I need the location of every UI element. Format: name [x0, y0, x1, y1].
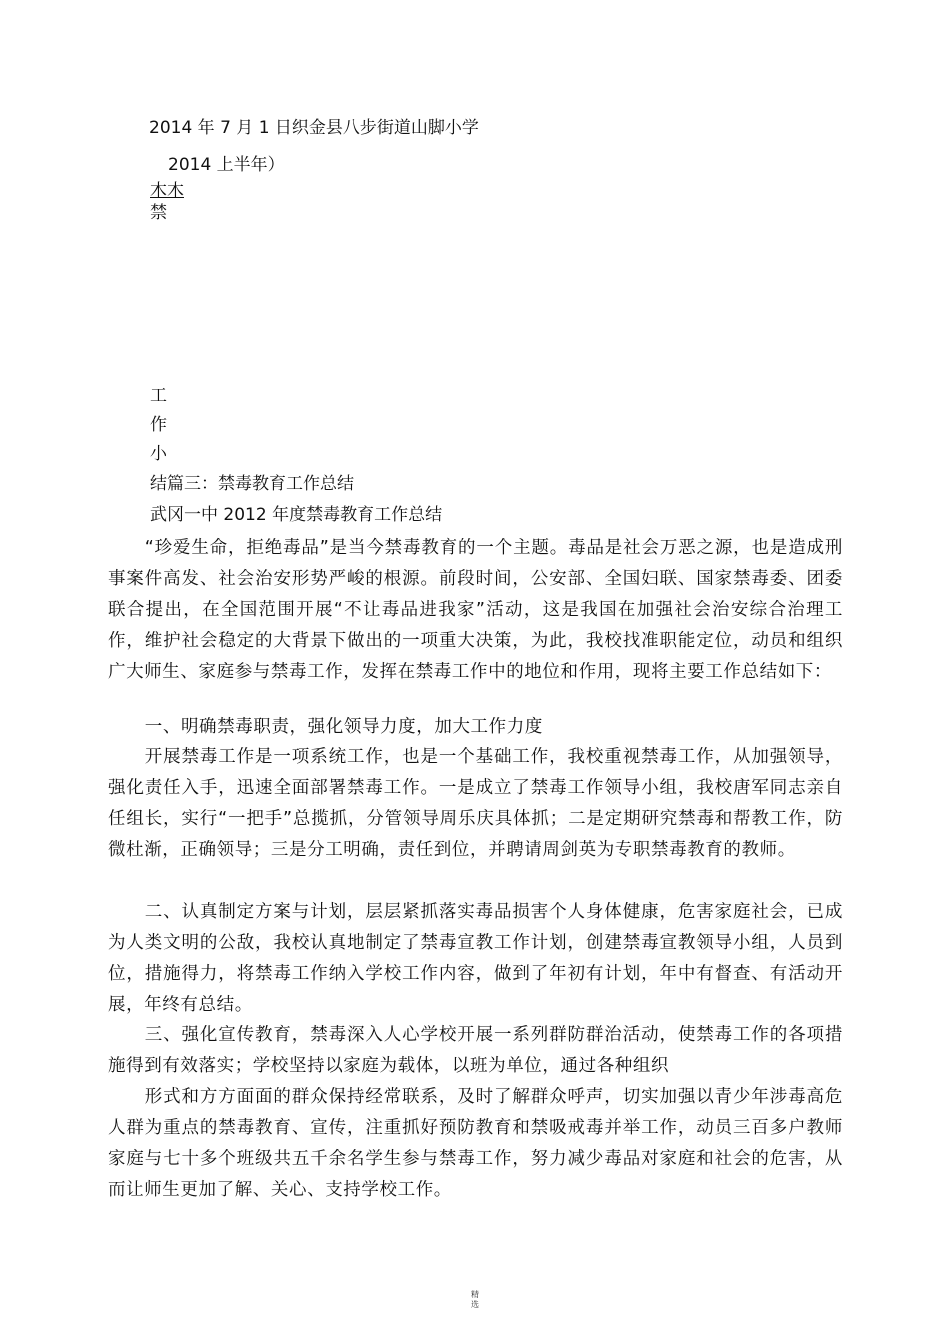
heading-1: 一、明确禁毒职责，强化领导力度，加大工作力度 [144, 717, 543, 737]
date-line: 2014 年 7 月 1 日织金县八步街道山脚小学 [149, 118, 479, 138]
vertical-char-1: 工 [150, 386, 167, 406]
body-paragraph-1: 开展禁毒工作是一项系统工作，也是一个基础工作，我校重视禁毒工作，从加强领导，强化责任入手，迅速全面部署禁毒工作。一是成立了禁毒工作领导小组，我校唐军同志亲自任组长，实行“一把手”总揽抓，分管领导周乐庆具体抓；二是定期研究禁毒和帮教工作，防微杜渐，正确领导；三是分工明确，责任到位，并聘请周剑英为专职禁毒教育的教师。 [108, 747, 843, 860]
body-paragraph-2: 二、认真制定方案与计划，层层紧抓落实毒品损害个人身体健康，危害家庭社会，已成为人类文明的公敌，我校认真地制定了禁毒宣教工作计划，创建禁毒宣教领导小组，人员到位，措施得力，将禁毒工作纳入学校工作内容，做到了年初有计划，年中有督查、有活动开展，年终有总结。 [108, 902, 843, 1015]
body-paragraph-4: 形式和方方面面的群众保持经常联系，及时了解群众呼声，切实加强以青少年涉毒高危人群为重点的禁毒教育、宣传，注重抓好预防教育和禁吸戒毒并举工作，动员三百多户教师家庭与七十多个班级共五千余名学生参与禁毒工作，努力减少毒品对家庭和社会的危害，从而让师生更加了解、关心、支持学校工作。 [108, 1087, 843, 1200]
section-title: 结篇三：禁毒教育工作总结 [150, 474, 354, 494]
body-paragraph-3: 三、强化宣传教育，禁毒深入人心学校开展一系列群防群治活动，使禁毒工作的各项措施得到有效落实；学校坚持以家庭为载体，以班为单位，通过各种组织 [108, 1025, 843, 1076]
vertical-char-3: 小 [150, 444, 167, 464]
footer-char-2: 选 [471, 1300, 479, 1309]
doc-title: 武冈一中 2012 年度禁毒教育工作总结 [150, 505, 443, 525]
footer-mark [465, 1290, 485, 1310]
intro-paragraph: “珍爱生命，拒绝毒品”是当今禁毒教育的一个主题。毒品是社会万恶之源，也是造成刑事案件高发、社会治安形势严峻的根源。前段时间，公安部、全国妇联、国家禁毒委、团委联合提出，在全国范围开展“不让毒品进我家”活动，这是我国在加强社会治安综合治理工作，维护社会稳定的大背景下做出的一项重大决策，为此，我校找准职能定位，动员和组织广大师生、家庭参与禁毒工作，发挥在禁毒工作中的地位和作用，现将主要工作总结如下： [108, 538, 843, 682]
fragment-a: 木木 [150, 181, 184, 201]
vertical-char-2: 作 [150, 415, 167, 435]
footer-char-1: 精 [471, 1290, 479, 1299]
period-line: 2014 上半年） [168, 155, 285, 175]
fragment-b: 禁 [150, 203, 167, 223]
